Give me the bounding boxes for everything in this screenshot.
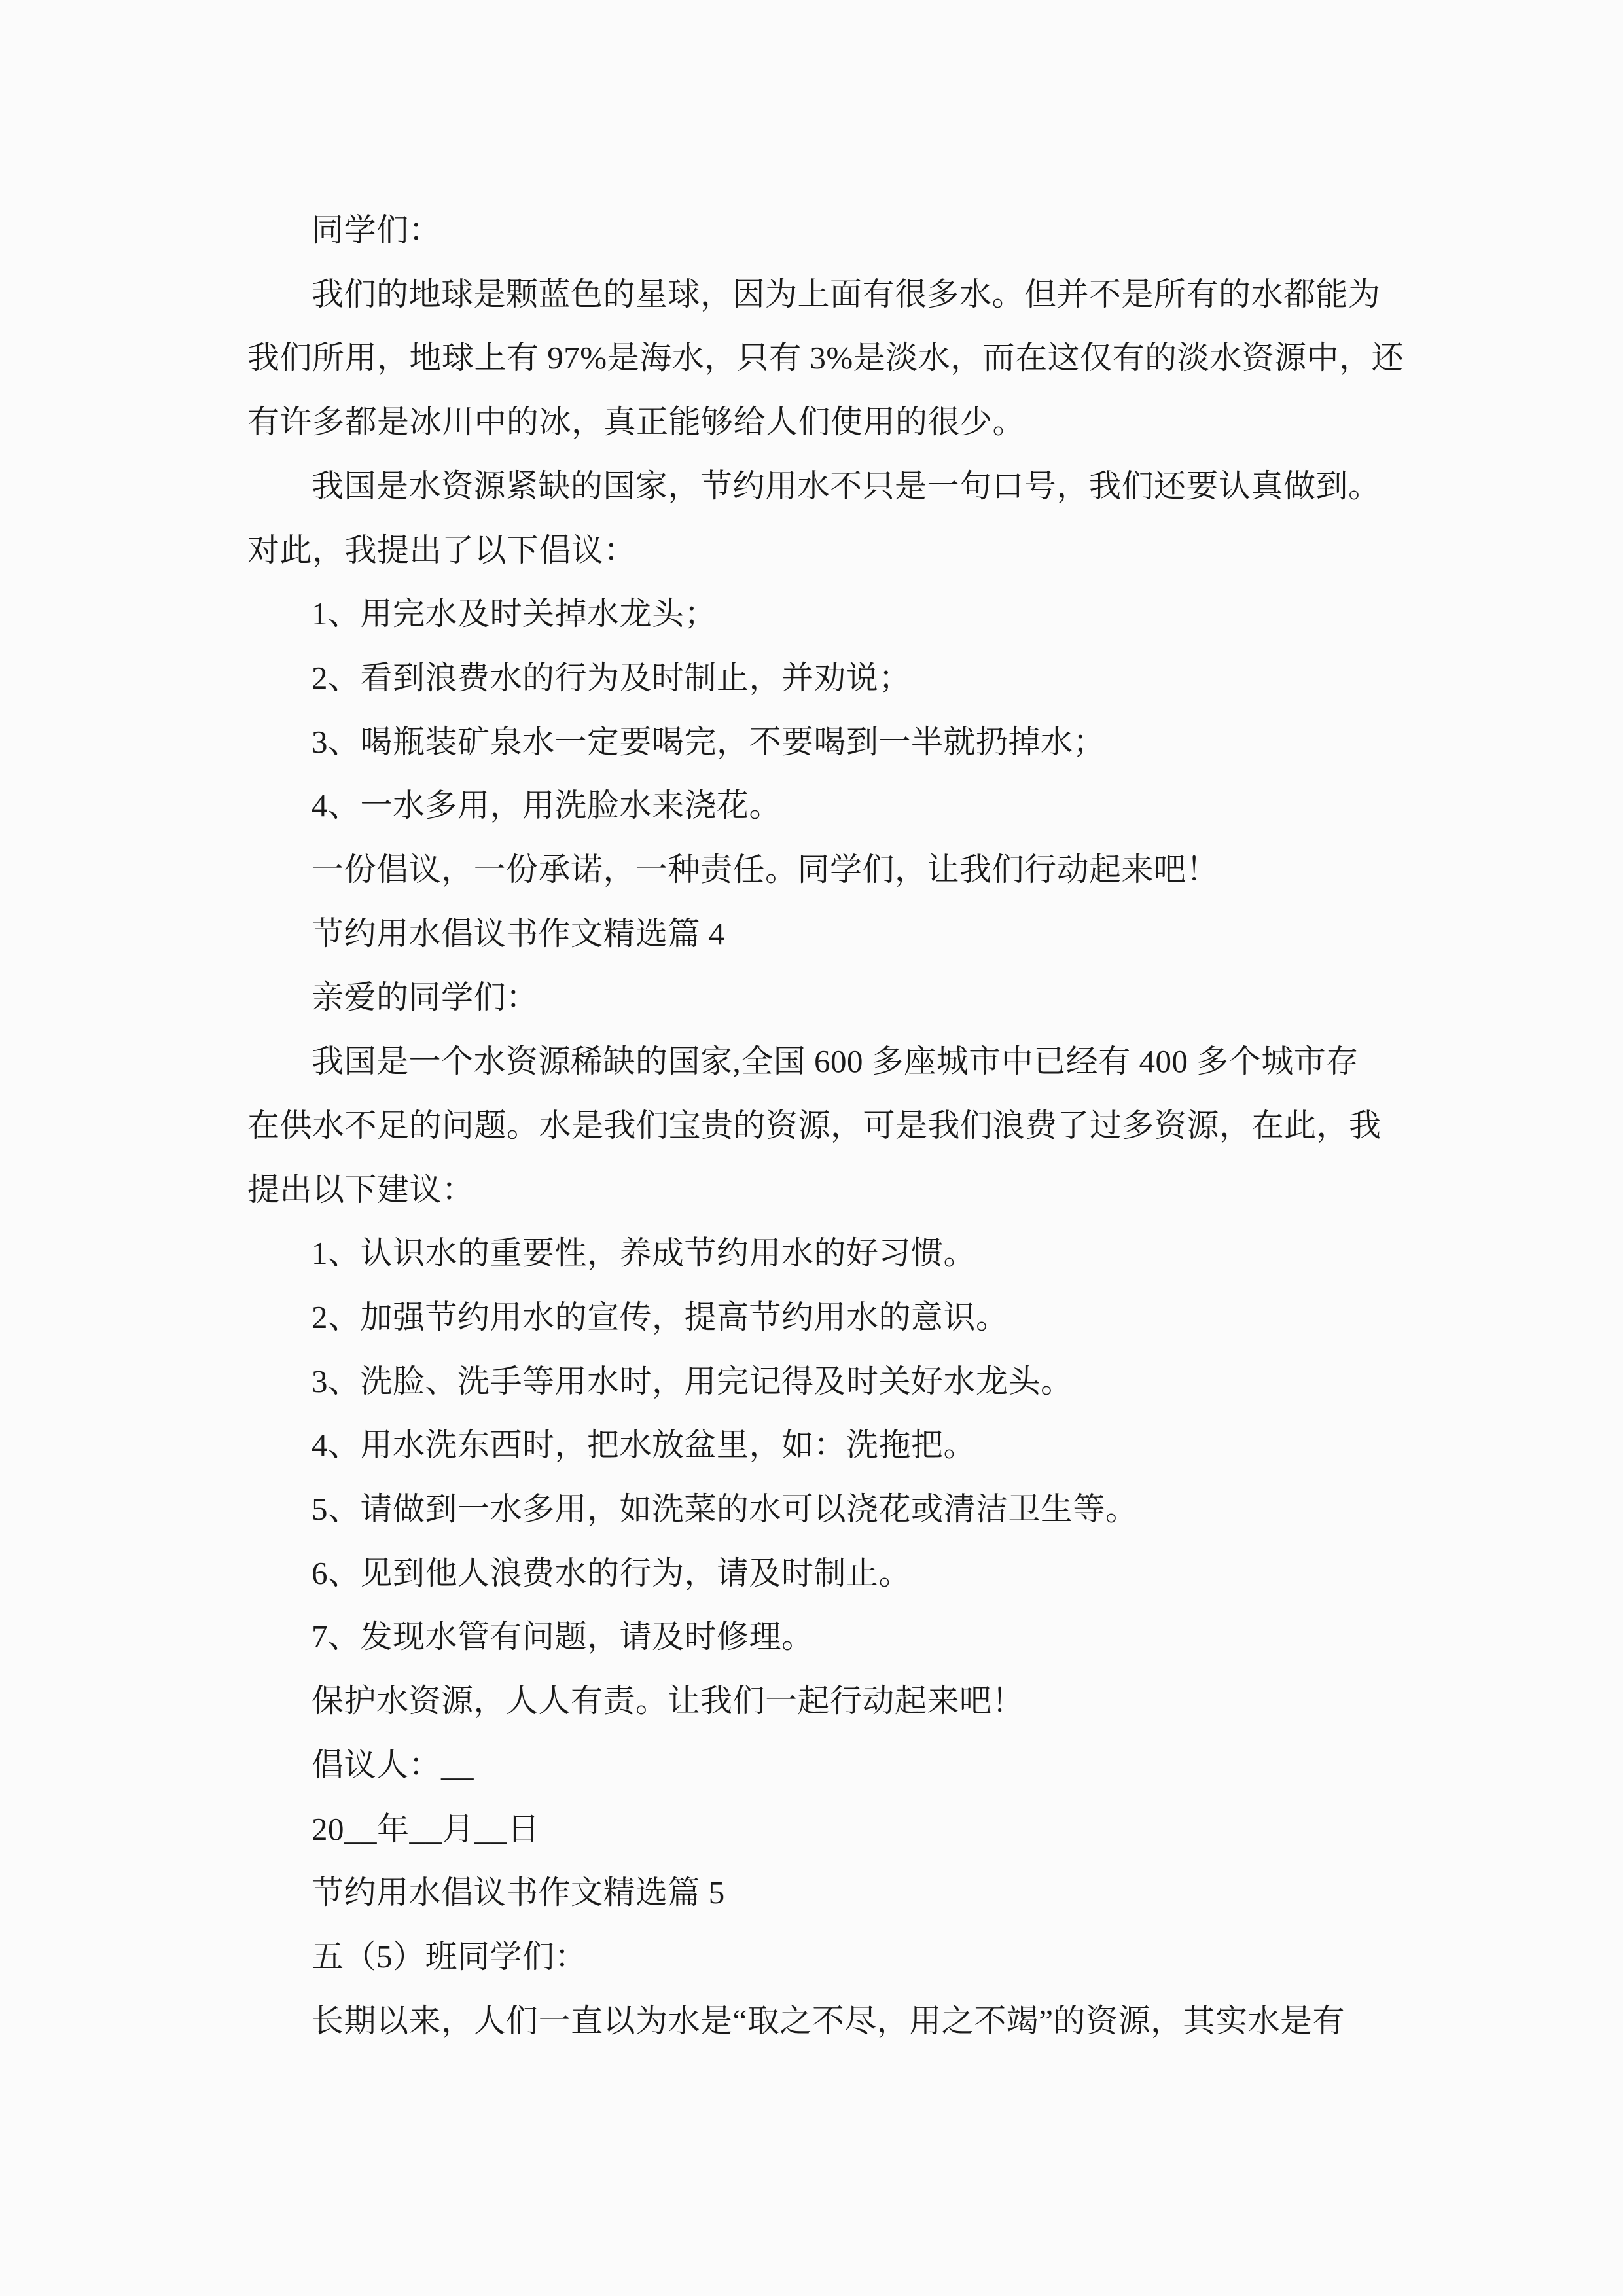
text-line: 长期以来，人们一直以为水是“取之不尽，用之不竭”的资源，其实水是有: [312, 2002, 1345, 2039]
text-line: 有许多都是冰川中的冰，真正能够给人们使用的很少。: [247, 404, 1026, 440]
text-line: 3、洗脸、洗手等用水时，用完记得及时关好水龙头。: [312, 1363, 1073, 1399]
text-line: 1、用完水及时关掉水龙头；: [312, 596, 717, 632]
text-line: 我国是一个水资源稀缺的国家,全国 600 多座城市中已经有 400 多个城市存: [312, 1043, 1359, 1080]
text-line: 在供水不足的问题。水是我们宝贵的资源，可是我们浪费了过多资源，在此，我: [247, 1107, 1382, 1143]
text-line: 五（5）班同学们：: [312, 1938, 588, 1975]
text-line: 2、看到浪费水的行为及时制止，并劝说；: [312, 659, 912, 696]
text-line: 7、发现水管有问题，请及时修理。: [312, 1619, 814, 1655]
text-line: 1、认识水的重要性，养成节约用水的好习惯。: [312, 1235, 976, 1272]
text-line: 同学们：: [312, 212, 442, 248]
signature-line: 倡议人：__: [312, 1746, 474, 1783]
date-line: 20__年__月__日: [312, 1810, 540, 1847]
text-line: 5、请做到一水多用，如洗菜的水可以浇花或清洁卫生等。: [312, 1491, 1138, 1528]
text-line: 保护水资源，人人有责。让我们一起行动起来吧！: [312, 1683, 1025, 1719]
text-line: 我国是水资源紧缺的国家，节约用水不只是一句口号，我们还要认真做到。: [312, 467, 1381, 504]
section-heading: 节约用水倡议书作文精选篇 5: [312, 1874, 725, 1911]
text-line: 4、一水多用，用洗脸水来浇花。: [312, 787, 782, 824]
text-line: 我们的地球是颗蓝色的星球，因为上面有很多水。但并不是所有的水都能为: [312, 276, 1381, 312]
essay-text-block: [247, 198, 1419, 2053]
text-line: 提出以下建议：: [247, 1171, 474, 1208]
text-line: 4、用水洗东西时，把水放盆里，如：洗拖把。: [312, 1427, 976, 1463]
text-line: 一份倡议，一份承诺，一种责任。同学们，让我们行动起来吧！: [312, 852, 1219, 888]
text-line: 对此，我提出了以下倡议：: [247, 531, 637, 568]
text-line: 3、喝瓶装矿泉水一定要喝完，不要喝到一半就扔掉水；: [312, 723, 1106, 760]
text-line: 6、见到他人浪费水的行为，请及时制止。: [312, 1554, 912, 1591]
text-line: 亲爱的同学们：: [312, 979, 539, 1016]
text-line: 2、加强节约用水的宣传，提高节约用水的意识。: [312, 1299, 1008, 1335]
section-heading: 节约用水倡议书作文精选篇 4: [312, 915, 725, 952]
text-line: 我们所用，地球上有 97%是海水，只有 3%是淡水，而在这仅有的淡水资源中，还: [247, 340, 1404, 376]
